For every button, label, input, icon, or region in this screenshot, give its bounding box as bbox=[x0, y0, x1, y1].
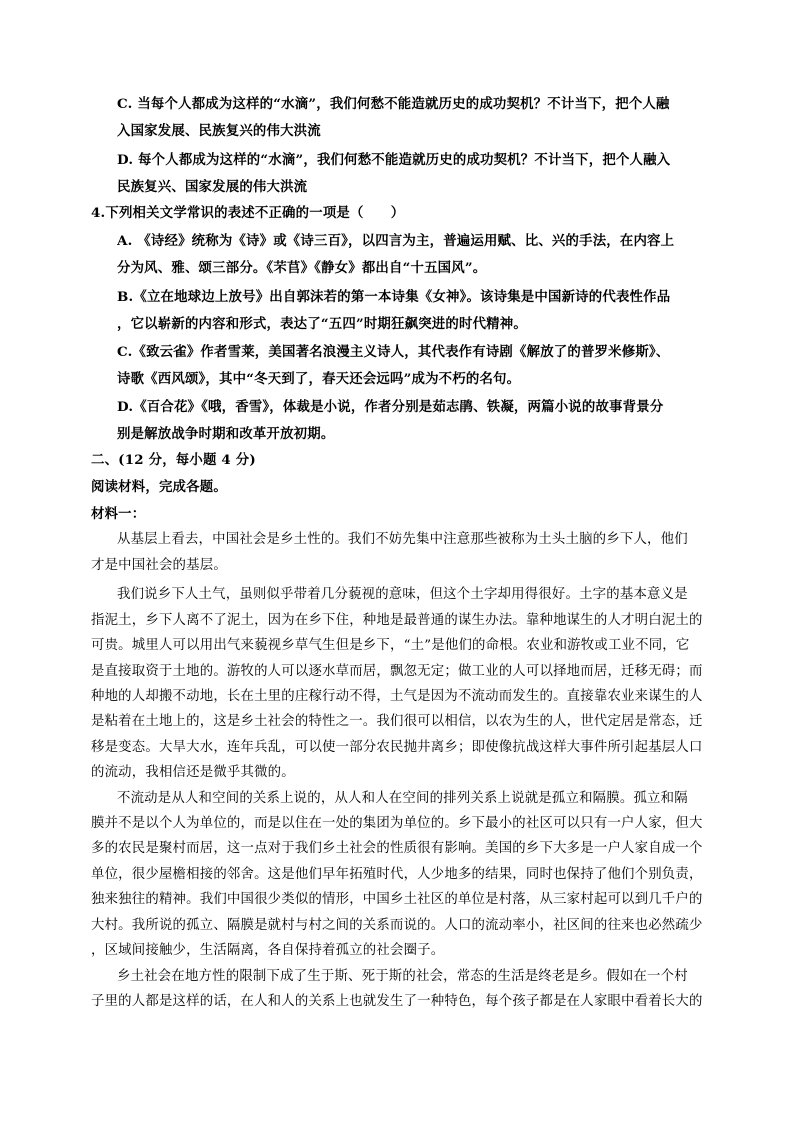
option-c-line-1: C. 当每个人都成为这样的“水滴”，我们何愁不能造就历史的成功契机？不计当下，把个人融 bbox=[117, 96, 670, 112]
paragraph-2-line-7: 移是变态。大旱大水，连年兵乱，可以使一部分农民抛井离乡；即使像抗战这样大事件所引起基层人口 bbox=[91, 740, 703, 755]
q4-option-a-line-1: A. 《诗经》统称为《诗》或《诗三百》，以四言为主，普遍运用赋、比、兴的手法，在内容上 bbox=[117, 233, 675, 249]
paragraph-3-line-3: 多的农民是聚村而居，这一点对于我们乡土社会的性质很有影响。美国的乡下大多是一户人家自成一个 bbox=[91, 841, 703, 856]
paragraph-2-line-8: 的流动，我相信还是微乎其微的。 bbox=[91, 765, 295, 780]
paragraph-2-line-2: 指泥土，乡下人离不了泥土，因为在乡下住，种地是最普通的谋生办法。靠种地谋生的人才明白泥土的 bbox=[91, 613, 703, 628]
paragraph-3-line-6: 大村。我所说的孤立、隔膜是就村与村之间的关系而说的。人口的流动率小，社区间的往来也必然疏少 bbox=[91, 918, 703, 933]
paragraph-3-line-2: 膜并不是以个人为单位的，而是以住在一处的集团为单位的。乡下最小的社区可以只有一户人家，但大 bbox=[91, 816, 703, 831]
option-c-line-2: 入国家发展、民族复兴的伟大洪流 bbox=[117, 123, 321, 139]
section-2-instruction: 阅读材料，完成各题。 bbox=[91, 479, 227, 495]
paragraph-2-line-5: 种地的人却搬不动地，长在土里的庄稼行动不得，土气是因为不流动而发生的。直接靠农业来谋生的人 bbox=[91, 689, 703, 704]
paragraph-1-line-2: 才是中国社会的基层。 bbox=[91, 558, 227, 573]
q4-option-d-line-2: 别是解放战争时期和改革开放初期。 bbox=[117, 426, 335, 442]
q4-option-c-line-2: 诗歌《西风颂》，其中“冬天到了，春天还会远吗”成为不朽的名句。 bbox=[117, 371, 521, 387]
paragraph-4-line-1: 乡土社会在地方性的限制下成了生于斯、死于斯的社会，常态的生活是终老是乡。假如在一个村 bbox=[117, 969, 688, 984]
material-label: 材料一： bbox=[91, 506, 146, 522]
question-4-stem: 4.下列相关文学常识的表述不正确的一项是（ ） bbox=[91, 205, 405, 221]
section-2-heading: 二、(12 分，每小题 4 分) bbox=[91, 452, 256, 468]
q4-option-c-line-1: C.《致云雀》作者雪莱，美国著名浪漫主义诗人，其代表作有诗剧《解放了的普罗米修斯》、 bbox=[117, 344, 670, 360]
paragraph-3-line-1: 不流动是从人和空间的关系上说的，从人和人在空间的排列关系上说就是孤立和隔膜。孤立和隔 bbox=[117, 791, 688, 806]
paragraph-2-line-4: 是直接取资于土地的。游牧的人可以逐水草而居，飘忽无定；做工业的人可以择地而居，迁移无碍；而 bbox=[91, 664, 703, 679]
paragraph-3-line-4: 单位，很少屋檐相接的邻舍。这是他们早年拓殖时代，人少地多的结果，同时也保持了他们个别负责， bbox=[91, 867, 703, 882]
paragraph-2-line-1: 我们说乡下人土气，虽则似乎带着几分藐视的意味，但这个土字却用得很好。土字的基本意义是 bbox=[117, 587, 688, 602]
paragraph-3-line-5: 独来独往的精神。我们中国很少类似的情形，中国乡土社区的单位是村落，从三家村起可以到几千户的 bbox=[91, 892, 703, 907]
paragraph-2-line-3: 可贵。城里人可以用出气来藐视乡草气生但是乡下，“土”是他们的命根。农业和游牧或工业不同，它 bbox=[91, 638, 690, 653]
q4-option-a-line-2: 分为风、雅、颂三部分。《芣苢》《静女》都出自“十五国风”。 bbox=[117, 260, 487, 276]
paragraph-3-line-7: ，区域间接触少，生活隔离，各自保持着孤立的社会圈子。 bbox=[91, 943, 445, 958]
paragraph-2-line-6: 是粘着在土地上的，这是乡土社会的特性之一。我们很可以相信，以农为生的人，世代定居是常态，迁 bbox=[91, 714, 703, 729]
q4-option-b-line-2: ，它以崭新的内容和形式，表达了“五四”时期狂飙突进的时代精神。 bbox=[117, 316, 527, 332]
q4-option-d-line-1: D.《百合花》《哦，香雪》，体裁是小说，作者分别是茹志鹃、铁凝，两篇小说的故事背景分 bbox=[117, 399, 664, 415]
option-d-line-1: D. 每个人都成为这样的“水滴”，我们何愁不能造就历史的成功契机？不计当下，把个人融入 bbox=[117, 152, 671, 168]
paragraph-1-line-1: 从基层上看去，中国社会是乡土性的。我们不妨先集中注意那些被称为土头土脑的乡下人，他们 bbox=[117, 532, 688, 547]
option-d-line-2: 民族复兴、国家发展的伟大洪流 bbox=[117, 179, 308, 195]
q4-option-b-line-1: B.《立在地球边上放号》出自郭沫若的第一本诗集《女神》。该诗集是中国新诗的代表性作品 bbox=[117, 289, 671, 305]
paragraph-4-line-2: 子里的人都是这样的话，在人和人的关系上也就发生了一种特色，每个孩子都是在人家眼中看着长大的 bbox=[91, 994, 703, 1009]
